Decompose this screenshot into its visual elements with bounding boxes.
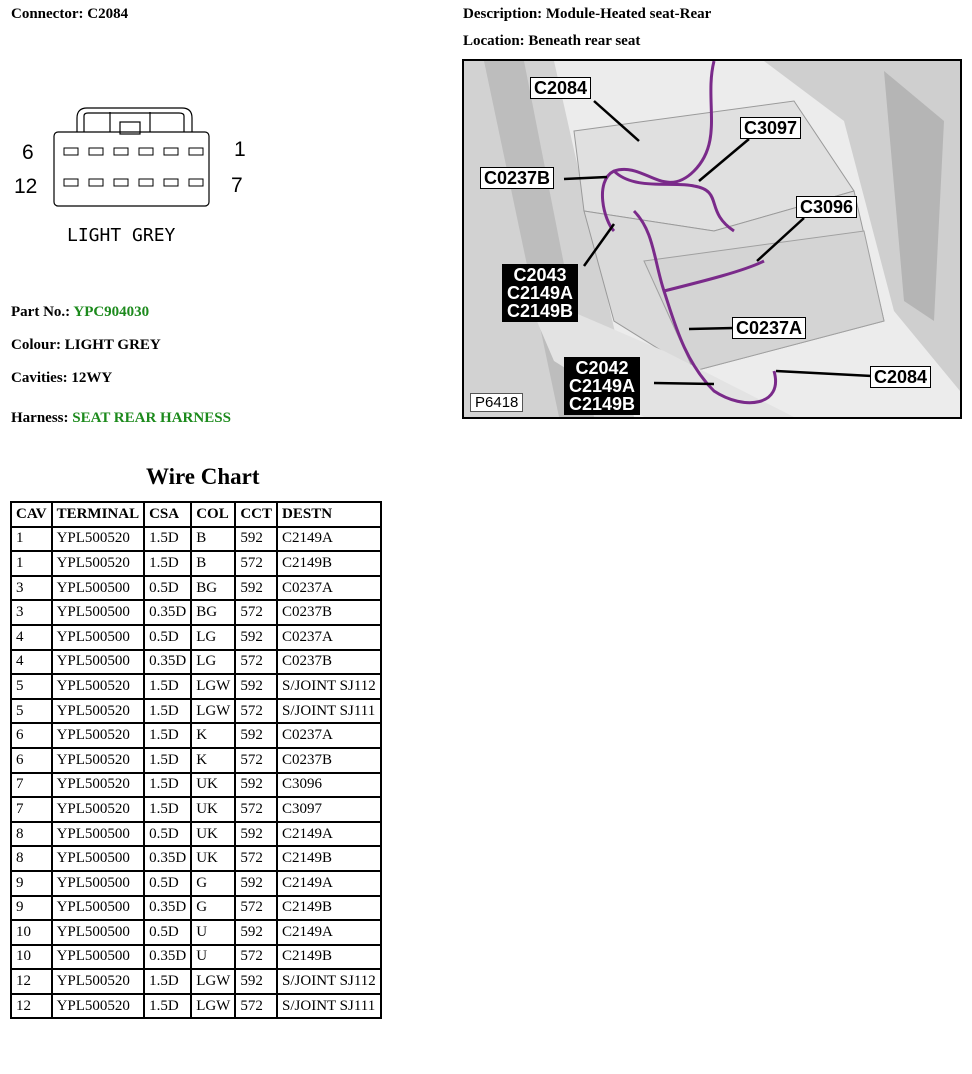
cell-cav: 3 (12, 577, 51, 600)
cell-csa: 1.5D (145, 774, 190, 797)
part-number-label: Part No.: (11, 304, 71, 320)
cell-csa: 1.5D (145, 528, 190, 551)
cell-csa: 0.5D (145, 823, 190, 846)
cell-cct: 592 (236, 626, 276, 649)
cell-cav: 12 (12, 995, 51, 1018)
cell-terminal: YPL500500 (53, 946, 144, 969)
pin-label-6: 6 (22, 141, 34, 164)
cell-destn: C3096 (278, 774, 380, 797)
cell-col: LGW (192, 700, 234, 723)
table-row (12, 823, 380, 846)
cell-cct: 592 (236, 528, 276, 551)
cell-destn: C2149B (278, 946, 380, 969)
description-label: Description: Module-Heated seat-Rear (463, 6, 712, 22)
table-row (12, 995, 380, 1018)
cell-terminal: YPL500500 (53, 921, 144, 944)
location-label: Location: Beneath rear seat (463, 33, 641, 49)
cell-cct: 572 (236, 995, 276, 1018)
harness-label: Harness: (11, 410, 69, 426)
cell-destn: C2149B (278, 552, 380, 575)
cell-cav: 4 (12, 626, 51, 649)
cell-cav: 1 (12, 552, 51, 575)
table-row (12, 749, 380, 772)
cell-col: LGW (192, 995, 234, 1018)
pin-label-12: 12 (14, 175, 38, 198)
cell-csa: 0.35D (145, 897, 190, 920)
cell-cav: 8 (12, 823, 51, 846)
cell-col: B (192, 552, 234, 575)
cell-col: UK (192, 823, 234, 846)
cell-col: U (192, 921, 234, 944)
cell-terminal: YPL500520 (53, 700, 144, 723)
cell-csa: 1.5D (145, 995, 190, 1018)
location-photo (462, 59, 962, 419)
cell-csa: 1.5D (145, 700, 190, 723)
cell-terminal: YPL500500 (53, 577, 144, 600)
cell-col: B (192, 528, 234, 551)
table-row (12, 970, 380, 993)
cell-terminal: YPL500520 (53, 798, 144, 821)
cell-csa: 0.35D (145, 651, 190, 674)
cell-col: LG (192, 626, 234, 649)
cavity-row-bottom (64, 179, 203, 186)
cell-cct: 572 (236, 552, 276, 575)
cell-csa: 0.5D (145, 577, 190, 600)
cell-cav: 6 (12, 724, 51, 747)
cell-cav: 4 (12, 651, 51, 674)
cell-csa: 1.5D (145, 798, 190, 821)
connector-outline (54, 108, 209, 206)
cell-terminal: YPL500500 (53, 872, 144, 895)
cell-cct: 592 (236, 774, 276, 797)
table-row (12, 798, 380, 821)
cell-csa: 0.35D (145, 946, 190, 969)
cell-col: LGW (192, 970, 234, 993)
callout-c2042-group: C2042 C2149A C2149B (564, 357, 640, 415)
cell-csa: 0.5D (145, 921, 190, 944)
cell-col: K (192, 724, 234, 747)
cell-terminal: YPL500520 (53, 528, 144, 551)
table-row (12, 700, 380, 723)
pin-label-7: 7 (231, 174, 243, 197)
cell-col: G (192, 872, 234, 895)
cell-terminal: YPL500500 (53, 823, 144, 846)
cell-cct: 592 (236, 675, 276, 698)
harness (11, 410, 231, 427)
cell-destn: C0237B (278, 651, 380, 674)
cell-terminal: YPL500500 (53, 651, 144, 674)
cell-destn: C3097 (278, 798, 380, 821)
table-row (12, 921, 380, 944)
cell-csa: 1.5D (145, 552, 190, 575)
cell-terminal: YPL500520 (53, 724, 144, 747)
cell-terminal: YPL500520 (53, 970, 144, 993)
header-terminal: TERMINAL (53, 503, 144, 526)
cell-cav: 5 (12, 700, 51, 723)
cell-cct: 592 (236, 577, 276, 600)
table-row (12, 946, 380, 969)
callout-c0237b: C0237B (480, 167, 554, 189)
cell-destn: C0237A (278, 626, 380, 649)
callout-c2084-top: C2084 (530, 77, 591, 99)
cell-csa: 0.35D (145, 847, 190, 870)
cell-terminal: YPL500500 (53, 626, 144, 649)
pin-label-1: 1 (234, 138, 246, 161)
seat-illustration (464, 61, 960, 417)
cell-cct: 572 (236, 651, 276, 674)
cell-destn: S/JOINT SJ111 (278, 995, 380, 1018)
cell-destn: C0237B (278, 749, 380, 772)
cell-col: UK (192, 847, 234, 870)
callout-c2084-bottom: C2084 (870, 366, 931, 388)
cell-cct: 572 (236, 897, 276, 920)
table-row (12, 675, 380, 698)
cell-cav: 10 (12, 946, 51, 969)
cell-cav: 8 (12, 847, 51, 870)
header-cct: CCT (236, 503, 276, 526)
wire-chart-title: Wire Chart (146, 464, 260, 489)
table-row (12, 577, 380, 600)
cell-cav: 7 (12, 774, 51, 797)
table-row (12, 651, 380, 674)
cell-cav: 12 (12, 970, 51, 993)
cell-cct: 572 (236, 700, 276, 723)
callout-c2043-group: C2043 C2149A C2149B (502, 264, 578, 322)
cell-terminal: YPL500520 (53, 749, 144, 772)
cell-cav: 5 (12, 675, 51, 698)
cell-col: BG (192, 577, 234, 600)
cell-col: UK (192, 774, 234, 797)
table-row (12, 552, 380, 575)
cell-csa: 1.5D (145, 749, 190, 772)
cell-cct: 572 (236, 601, 276, 624)
table-row (12, 897, 380, 920)
wire-chart-header-row (12, 503, 380, 526)
cell-cav: 10 (12, 921, 51, 944)
cell-cct: 572 (236, 798, 276, 821)
figure-id: P6418 (470, 393, 523, 412)
part-number (11, 304, 149, 321)
cell-csa: 1.5D (145, 675, 190, 698)
cell-csa: 0.5D (145, 626, 190, 649)
connector-label: Connector: C2084 (11, 6, 129, 22)
cell-destn: C2149A (278, 872, 380, 895)
table-row (12, 626, 380, 649)
cell-destn: C2149B (278, 897, 380, 920)
callout-c3097: C3097 (740, 117, 801, 139)
cell-destn: C2149A (278, 921, 380, 944)
cell-col: G (192, 897, 234, 920)
cell-cct: 592 (236, 921, 276, 944)
cavity-row-top (64, 148, 203, 155)
cell-cct: 572 (236, 847, 276, 870)
cell-terminal: YPL500520 (53, 995, 144, 1018)
cell-cct: 592 (236, 823, 276, 846)
cell-cct: 592 (236, 724, 276, 747)
cell-terminal: YPL500500 (53, 897, 144, 920)
cell-csa: 0.35D (145, 601, 190, 624)
cell-cav: 9 (12, 872, 51, 895)
cell-cav: 7 (12, 798, 51, 821)
cell-cct: 572 (236, 749, 276, 772)
table-row (12, 847, 380, 870)
harness-link[interactable]: SEAT REAR HARNESS (72, 410, 231, 426)
cell-col: LGW (192, 675, 234, 698)
cell-destn: C2149A (278, 823, 380, 846)
cell-destn: S/JOINT SJ112 (278, 675, 380, 698)
cell-destn: C0237A (278, 577, 380, 600)
cell-col: K (192, 749, 234, 772)
connector-face-diagram (12, 96, 262, 256)
cell-terminal: YPL500520 (53, 675, 144, 698)
table-row (12, 528, 380, 551)
cell-col: U (192, 946, 234, 969)
cell-cav: 3 (12, 601, 51, 624)
cell-cct: 592 (236, 970, 276, 993)
table-row (12, 601, 380, 624)
cell-csa: 0.5D (145, 872, 190, 895)
cell-cct: 572 (236, 946, 276, 969)
cell-destn: C2149B (278, 847, 380, 870)
table-row (12, 724, 380, 747)
cell-csa: 1.5D (145, 724, 190, 747)
cell-destn: C0237B (278, 601, 380, 624)
connector-color-caption: LIGHT GREY (67, 225, 176, 246)
cell-terminal: YPL500520 (53, 774, 144, 797)
cell-cav: 1 (12, 528, 51, 551)
header-cav: CAV (12, 503, 51, 526)
callout-c3096: C3096 (796, 196, 857, 218)
cell-cav: 9 (12, 897, 51, 920)
cell-cct: 592 (236, 872, 276, 895)
cell-col: UK (192, 798, 234, 821)
wire-chart-table (10, 501, 382, 1019)
cell-col: LG (192, 651, 234, 674)
colour-label: Colour: LIGHT GREY (11, 337, 161, 353)
table-row (12, 774, 380, 797)
cell-terminal: YPL500500 (53, 847, 144, 870)
cell-destn: C2149A (278, 528, 380, 551)
cell-col: BG (192, 601, 234, 624)
cell-csa: 1.5D (145, 970, 190, 993)
header-col: COL (192, 503, 234, 526)
cell-cav: 6 (12, 749, 51, 772)
table-row (12, 872, 380, 895)
cavities-label: Cavities: 12WY (11, 370, 113, 386)
cell-terminal: YPL500500 (53, 601, 144, 624)
callout-c0237a: C0237A (732, 317, 806, 339)
cell-destn: C0237A (278, 724, 380, 747)
header-csa: CSA (145, 503, 190, 526)
part-number-link[interactable]: YPC904030 (73, 304, 150, 320)
header-destn: DESTN (278, 503, 380, 526)
cell-destn: S/JOINT SJ112 (278, 970, 380, 993)
cell-destn: S/JOINT SJ111 (278, 700, 380, 723)
cell-terminal: YPL500520 (53, 552, 144, 575)
